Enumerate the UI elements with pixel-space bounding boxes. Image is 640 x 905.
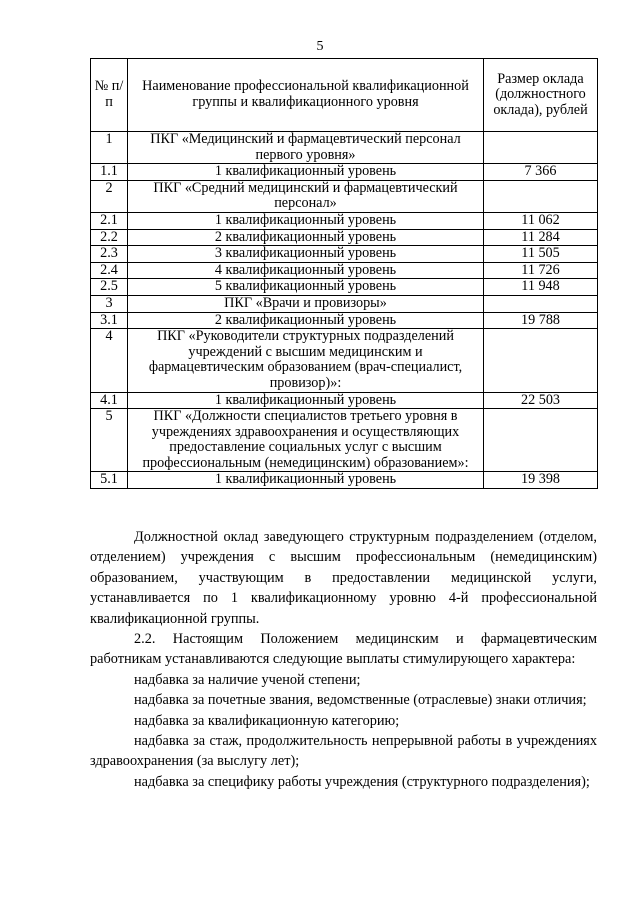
row-salary [484,329,598,392]
row-num: 3.1 [91,312,128,329]
row-name: ПКГ «Средний медицинский и фармацевтический персонал» [128,180,484,212]
table-row [91,164,598,181]
paragraph-2-2: 2.2. Настоящим Положением медицинским и фармацевтическим работникам устанавливаются следующие выплаты стимулирующего характера: [90,631,597,668]
row-name: 2 квалификационный уровень [128,312,484,329]
row-name: 5 квалификационный уровень [128,279,484,296]
table-row [91,329,598,392]
salary-table [90,58,598,489]
list-item: надбавка за наличие ученой степени; [134,671,361,688]
row-salary: 11 948 [484,279,598,296]
header-salary: Размер оклада (должностного оклада), рублей [484,59,598,132]
row-salary [484,180,598,212]
list-item: надбавка за специфику работы учреждения (структурного подразделения); [134,773,590,790]
row-salary: 11 726 [484,262,598,279]
table-header-row [91,59,598,132]
row-salary: 7 366 [484,164,598,181]
page-number: 5 [316,39,324,54]
list-item: надбавка за почетные звания, ведомственные (отраслевые) знаки отличия; [134,692,587,709]
table-row [91,279,598,296]
row-salary [484,295,598,312]
header-name: Наименование профессиональной квалификационной группы и квалификационного уровня [128,59,484,132]
table-row [91,132,598,164]
row-name: 2 квалификационный уровень [128,229,484,246]
row-num: 3 [91,295,128,312]
row-num: 5 [91,409,128,472]
table-row [91,246,598,263]
row-num: 2.1 [91,212,128,229]
row-salary [484,132,598,164]
row-num: 4 [91,329,128,392]
row-num: 1.1 [91,164,128,181]
table-row [91,212,598,229]
row-num: 1 [91,132,128,164]
list-item: надбавка за стаж, продолжительность непрерывной работы в учреждениях здравоохранения (за выслугу лет); [90,733,597,770]
row-name: ПКГ «Должности специалистов третьего уровня в учреждениях здравоохранения и осуществляющих предоставление социальных услуг с высшим профессиональным (немедицинским) образованием»: [128,409,484,472]
row-num: 2.3 [91,246,128,263]
table-row [91,312,598,329]
row-name: 1 квалификационный уровень [128,212,484,229]
row-salary [484,409,598,472]
table-row [91,392,598,409]
table-row [91,472,598,489]
list-item: надбавка за квалификационную категорию; [134,712,400,729]
row-num: 4.1 [91,392,128,409]
row-salary: 11 284 [484,229,598,246]
row-salary: 19 398 [484,472,598,489]
row-salary: 19 788 [484,312,598,329]
table-row [91,295,598,312]
body-text [90,527,597,792]
row-name: 1 квалификационный уровень [128,392,484,409]
row-name: 3 квалификационный уровень [128,246,484,263]
row-num: 2.2 [91,229,128,246]
row-salary: 22 503 [484,392,598,409]
row-salary: 11 062 [484,212,598,229]
row-num: 2.5 [91,279,128,296]
table-row [91,180,598,212]
row-name: 1 квалификационный уровень [128,472,484,489]
row-name: ПКГ «Медицинский и фармацевтический персонал первого уровня» [128,132,484,164]
row-num: 5.1 [91,472,128,489]
table-row [91,229,598,246]
row-name: 1 квалификационный уровень [128,164,484,181]
row-name: ПКГ «Врачи и провизоры» [128,295,484,312]
table-row [91,409,598,472]
row-num: 2.4 [91,262,128,279]
row-name: 4 квалификационный уровень [128,262,484,279]
row-name: ПКГ «Руководители структурных подразделений учреждений с высшим медицинским и фармацевтическим образованием (врач-специалист, провизор)»: [128,329,484,392]
row-num: 2 [91,180,128,212]
header-num: № п/п [91,59,128,132]
row-salary: 11 505 [484,246,598,263]
paragraph-department-head: Должностной оклад заведующего структурным подразделением (отделом, отделением) учреждения с высшим профессиональным (немедицинским) образованием, участвующим в предоставлении медицинской услуги, устанавливается по 1 квалификационному уровню 4-й профессиональной квалификационной группы. [90,529,597,627]
table-row [91,262,598,279]
